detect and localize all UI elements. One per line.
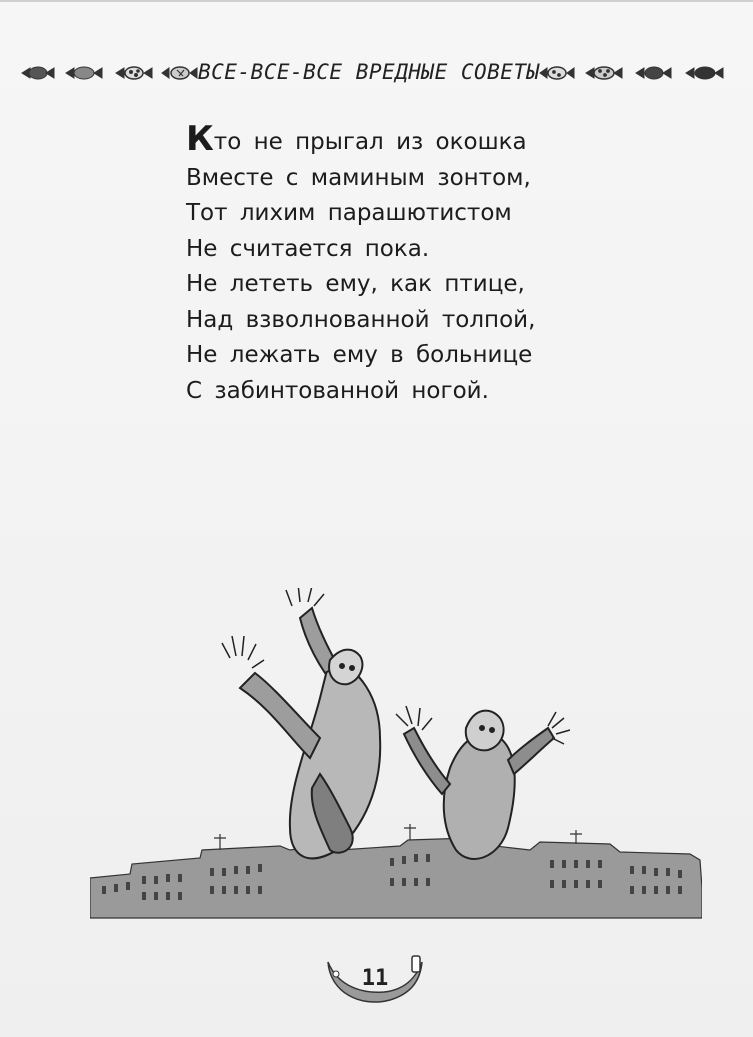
poem-line: Не лететь ему, как птице, bbox=[186, 271, 525, 297]
candy-icon bbox=[116, 67, 152, 79]
drop-cap: К bbox=[186, 119, 214, 159]
poem-line: Не лежать ему в больнице bbox=[186, 342, 533, 368]
top-rule bbox=[0, 0, 753, 2]
poem-line-1 bbox=[186, 119, 606, 161]
running-header-title: ВСЕ-ВСЕ-ВСЕ ВРЕДНЫЕ СОВЕТЫ bbox=[198, 60, 540, 84]
candy-icon bbox=[686, 67, 723, 79]
candy-icon bbox=[66, 67, 102, 79]
small-figure bbox=[404, 711, 554, 859]
header-ornament-right bbox=[536, 62, 732, 84]
poem-line: Не считается пока. bbox=[186, 235, 430, 262]
candy-icon bbox=[540, 67, 574, 79]
page-number-ornament bbox=[320, 948, 430, 1008]
candy-icon bbox=[636, 67, 671, 79]
falling-people-illustration bbox=[90, 588, 702, 928]
poem-line: С забинтованной ногой. bbox=[186, 377, 489, 404]
poem-line: Тот лихим парашютистом bbox=[186, 200, 512, 226]
candy-icon bbox=[586, 67, 622, 79]
candy-icon bbox=[22, 67, 54, 79]
poem-line: Над взволнованной толпой, bbox=[186, 306, 536, 333]
candy-icon bbox=[162, 67, 197, 79]
poem-block bbox=[186, 119, 606, 409]
header-ornament-left bbox=[18, 62, 198, 84]
poem-line-1-rest: то не прыгал из окошка bbox=[213, 129, 527, 155]
big-figure bbox=[240, 608, 380, 858]
poem-line: Вместе с маминым зонтом, bbox=[186, 164, 531, 191]
page-number: 11 bbox=[361, 966, 389, 991]
